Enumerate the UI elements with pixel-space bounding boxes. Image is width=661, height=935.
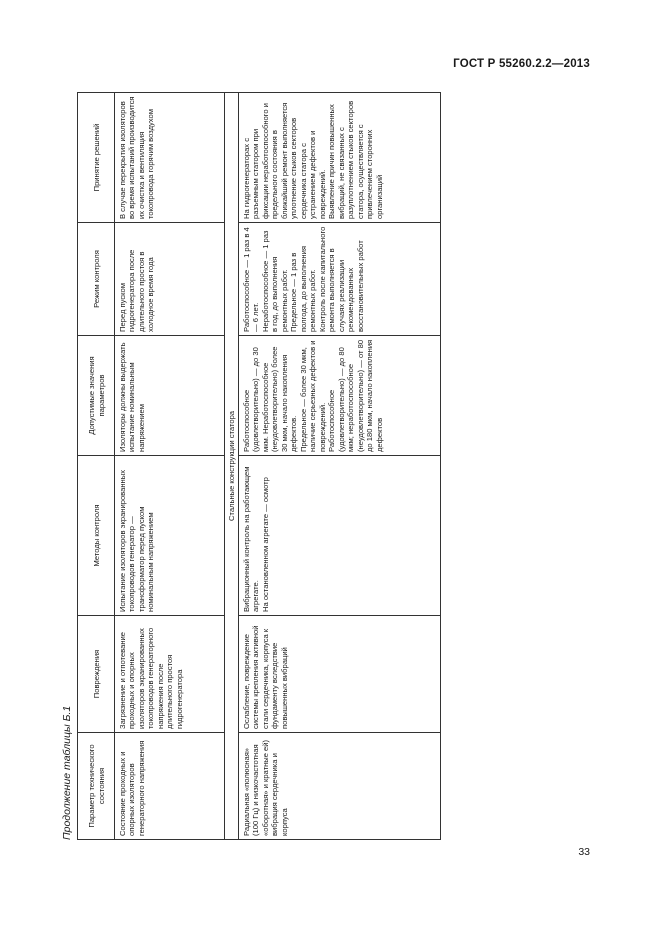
cell-mode: Работоспособное — 1 раз в 4 — 6 лет. Неработоспособное — 1 раз в год, до выполнения ремонтных работ. Предельное — 1 раз в полгода, до выполнения ремонтных работ. Контроль после капитального ремонта выполняется в случаях реализации рекомендованных восстановительных работ: [239, 223, 441, 336]
column-header: Методы контроля: [78, 456, 115, 616]
cell-method: Испытание изоляторов экранированных токопроводов генератор — трансформатор перед пуском номинальным напряжением: [115, 456, 225, 616]
page-number: 33: [578, 846, 590, 858]
column-header: Принятие решений: [78, 93, 115, 223]
cell-damage: Ослабление, повреждение системы крепления активной стали сердечника, корпуса к фундаменту вследствие повышенных вибраций: [239, 616, 441, 733]
section-title: Стальные конструкции статора: [225, 93, 239, 840]
cell-method: Вибрационный контроль на работающем агрегате. На остановленном агрегате — осмотр: [239, 456, 441, 616]
table-caption: Продолжение таблицы Б.1: [61, 705, 73, 840]
rotated-table-area: [60, 93, 448, 840]
column-header: Допустимые значения параметров: [78, 336, 115, 456]
parameters-table: [77, 92, 441, 840]
cell-decision: В случае перекрытия изоляторов во время испытаний производится их очистка и вентиляция токопровода горячим воздухом: [115, 93, 225, 223]
cell-mode: Перед пуском гидрогенератора после длительного простоя в холодное время года: [115, 223, 225, 336]
table-row: [115, 93, 225, 840]
cell-damage: Загрязнение и отпотевание проходных и опорных изоляторов экранированных токопроводов генераторного напряжения после длительного простоя гидрогенератора: [115, 616, 225, 733]
table-row: [239, 93, 441, 840]
cell-allowed: Работоспособное (удовлетворительно) — до 30 мкм. Неработоспособное (неудовлетворительно) более 30 мкм, начало накопления дефектов. Предельное — более 30 мкм, наличие серьезных дефектов и повреждений. Работоспособное (удовлетворительно) — до 80 мкм; неработоспособное (неудовлетворительно) — от 80 до 180 мкм, начало накопления дефектов: [239, 336, 441, 456]
section-row: [225, 93, 239, 840]
cell-decision: На гидрогенераторах с разъемным статором при фиксации неработоспособного и предельного состояния в ближайший ремонт выполняется уплотнение стыков секторов сердечника статора с устранением дефектов и повреждений. Выявление причин повышенных вибраций, не связанных с разуплотнением стыков секторов статора, осуществляется с привлечением сторонних организаций: [239, 93, 441, 223]
column-header: Режим контроля: [78, 223, 115, 336]
cell-param: Состояние проходных и опорных изоляторов генераторного напряжения: [115, 733, 225, 840]
column-header: Повреждения: [78, 616, 115, 733]
column-header: Параметр технического состояния: [78, 733, 115, 840]
document-id: ГОСТ Р 55260.2.2—2013: [453, 58, 590, 70]
table-header-row: [78, 93, 115, 840]
cell-param: Радиальная «полюсная» (100 Гц) и низкочастотная «оборотная» и кратные ей) вибрация сердечника и корпуса: [239, 733, 441, 840]
cell-allowed: Изоляторы должны выдержать испытание номинальным напряжением: [115, 336, 225, 456]
